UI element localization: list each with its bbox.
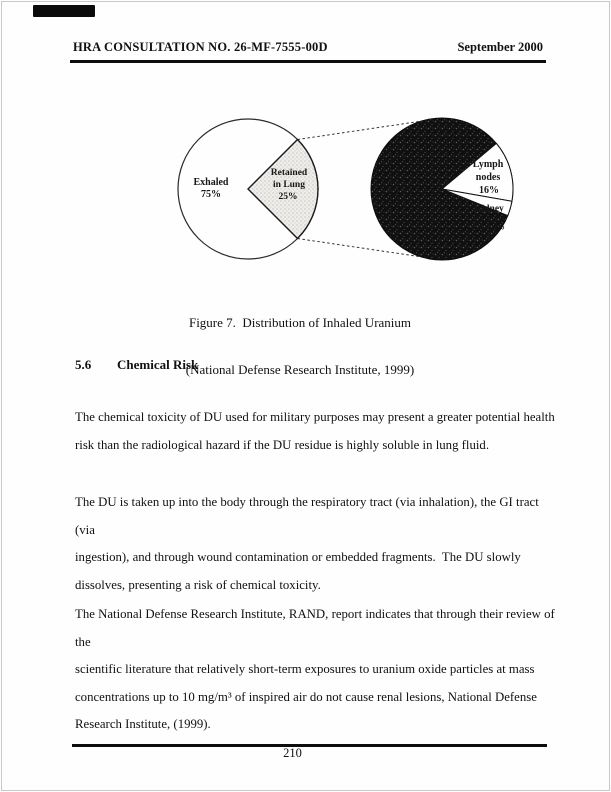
text-line: The DU is taken up into the body through the respiratory tract (via inhalation), the GI tract (via [75, 495, 542, 537]
exhaled-label-line2: 75% [201, 189, 221, 200]
lymph-label-line1: Lymph [472, 159, 504, 170]
retained-label-line2: in Lung [273, 180, 305, 190]
text-line: concentrations up to 10 mg/m³ of inspired air do not cause renal lesions, National Defense [75, 689, 537, 704]
retained-label-line3: 25% [278, 192, 298, 202]
text-line: risk than the radiological hazard if the DU residue is highly soluble in lung fluid. [75, 437, 490, 452]
text-line: scientific literature that relatively short-term exposures to uranium oxide particles at mass [75, 662, 535, 676]
lymph-label-line2: nodes [475, 172, 501, 183]
text-line: The National Defense Research Institute, RAND, report indicates that through their review of the [75, 607, 558, 649]
figure-caption [130, 284, 470, 408]
kidney-percent-label: 4% [491, 221, 506, 234]
page-number: 210 [283, 746, 302, 760]
text-line: dissolves, presenting a risk of chemical toxicity. [75, 577, 321, 592]
text-line: The chemical toxicity of DU used for military purposes may present a greater potential health [75, 410, 555, 424]
section-number: 5.6 [75, 357, 92, 372]
lymph-label-line3: 16% [479, 185, 499, 196]
header-date: September 2000 [457, 40, 543, 54]
text-line: ingestion), and through wound contamination or embedded fragments. The DU slowly [75, 550, 521, 564]
section-heading [75, 357, 198, 373]
right-pie [371, 118, 513, 260]
figure-7-pie-charts [0, 0, 611, 300]
exhaled-label-line1: Exhaled [193, 177, 229, 188]
text-line: Research Institute, (1999). [75, 717, 211, 731]
paragraph-1 [75, 404, 555, 459]
kidney-label: Kidney [474, 204, 504, 214]
section-title: Chemical Risk [117, 357, 199, 372]
paragraph-3 [75, 601, 558, 739]
left-pie [178, 119, 318, 259]
paragraph-2 [75, 489, 555, 599]
header-doc-number: HRA CONSULTATION NO. 26-MF-7555-00D [73, 40, 328, 54]
figure-caption-line1: Figure 7. Distribution of Inhaled Uranium [188, 315, 412, 330]
figure-caption-line2: (National Defense Research Institute, 1999) [185, 361, 415, 377]
retained-label-line1: Retained [270, 168, 308, 178]
